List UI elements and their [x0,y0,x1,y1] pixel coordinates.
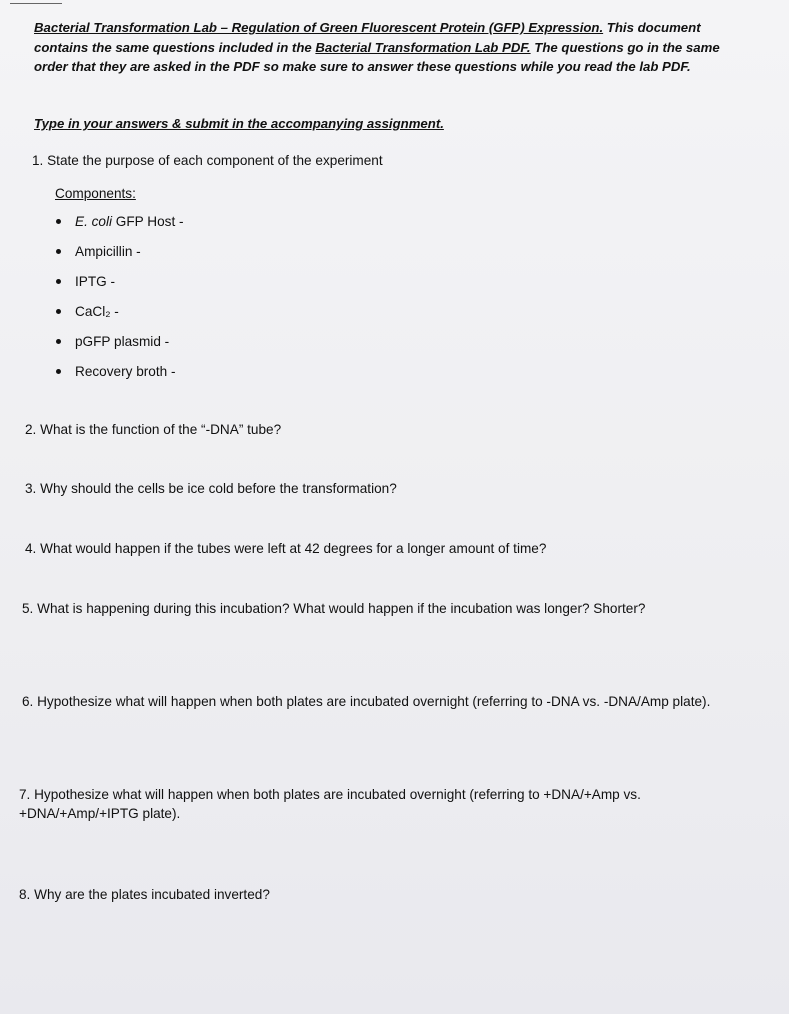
intro-paragraph [34,18,734,77]
intro-title: Bacterial Transformation Lab – Regulation of Green Fluorescent Protein (GFP) Expression. [34,20,604,35]
component-item: Recovery broth - [56,364,175,379]
question-1: 1. State the purpose of each component of the experiment [32,153,383,168]
intro-text-1: This document contains the same questions included in the [34,20,701,55]
bullet-icon [56,339,61,344]
component-item: Ampicillin - [56,244,141,259]
bullet-icon [56,279,61,284]
intro-text-2: The questions go in the same order that they are asked in the PDF so make sure to answer these questions while you read the lab PDF. [34,39,720,74]
question-7: 7. Hypothesize what will happen when both plates are incubated overnight (referring to +DNA/+Amp vs. +DNA/+Amp/+IPTG plate). [19,787,641,821]
intro-pdf-ref: Bacterial Transformation Lab PDF. [315,39,531,55]
question-5: 5. What is happening during this incubation? What would happen if the incubation was longer? Shorter? [22,601,646,616]
question-4: 4. What would happen if the tubes were left at 42 degrees for a longer amount of time? [25,541,547,556]
component-item: CaCl₂ - [56,304,119,319]
question-6: 6. Hypothesize what will happen when both plates are incubated overnight (referring to -DNA vs. -DNA/Amp plate). [22,694,711,709]
question-8: 8. Why are the plates incubated inverted? [19,887,270,902]
bullet-icon [56,369,61,374]
bullet-icon [56,249,61,254]
components-label: Components: [55,186,136,201]
instruction-line: Type in your answers & submit in the accompanying assignment. [34,116,444,131]
component-item: E. coli GFP Host - [56,214,184,229]
bullet-icon [56,219,61,224]
component-item: pGFP plasmid - [56,334,169,349]
top-rule [10,3,62,4]
question-3: 3. Why should the cells be ice cold before the transformation? [25,481,397,496]
question-2: 2. What is the function of the “-DNA” tube? [25,422,282,437]
bullet-icon [56,309,61,314]
component-item: IPTG - [56,274,115,289]
